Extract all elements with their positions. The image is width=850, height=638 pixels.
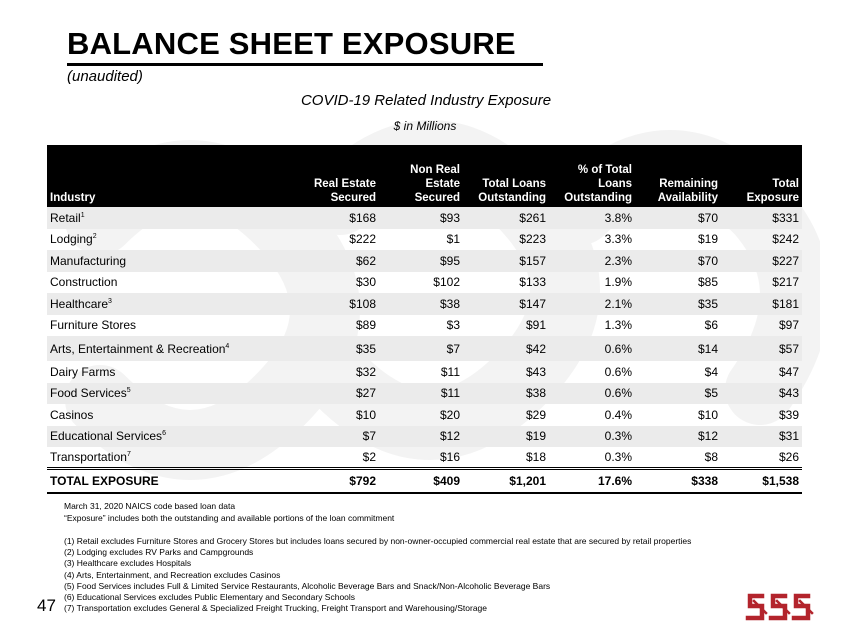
table-row [47, 272, 802, 294]
subtitle: (unaudited) [67, 68, 143, 85]
industry-cell: Food Services$^5$ [50, 386, 131, 401]
total-cell: $31 [778, 429, 799, 444]
industry-cell: Construction [50, 275, 118, 290]
pct-cell: 0.4% [604, 407, 632, 422]
remaining-cell: $70 [697, 210, 718, 225]
title-underline [67, 63, 543, 66]
page-title: BALANCE SHEET EXPOSURE [67, 26, 516, 61]
loans-cell: $18 [463, 447, 549, 469]
total-cell: $181 [772, 296, 799, 311]
table-row [47, 207, 802, 229]
total-loans: $1,201 [463, 469, 549, 494]
notes [64, 501, 394, 524]
note-line: “Exposure” includes both the outstanding and available portions of the loan commitment [64, 512, 395, 523]
footnote-line: (7) Transportation excludes General & Specialized Freight Trucking, Freight Transport and Warehousing/Storage [64, 603, 488, 614]
exposure-table [47, 145, 802, 494]
footnote-marker: 2 [92, 233, 97, 241]
remaining-cell: $10 [697, 407, 718, 422]
loans-cell: $38 [525, 386, 546, 401]
table-row [47, 336, 802, 361]
footnote-line: (1) Retail excludes Furniture Stores and Grocery Stores but includes loans secured by non-owner-occupied commercial real estate that are secured by retail properties [64, 536, 692, 546]
industry-cell: Arts, Entertainment & Recreation$^4$ [50, 341, 230, 356]
total-exposure: $1,538 [721, 469, 802, 494]
table-row [47, 447, 802, 469]
pct-cell: 0.3% [549, 447, 635, 469]
loans-cell: $42 [525, 341, 546, 356]
nonre-cell: $16 [379, 447, 463, 469]
nonre-cell: $1 [446, 232, 460, 247]
loans-cell: $43 [525, 364, 546, 379]
table-title [0, 92, 850, 109]
table-row [47, 315, 802, 337]
nonre-cell: $7 [446, 341, 460, 356]
table-row [47, 293, 802, 315]
remaining-cell: $5 [704, 386, 718, 401]
pct-cell: 0.6% [604, 386, 632, 401]
remaining-cell: $19 [697, 232, 718, 247]
footnote-line: (3) Healthcare excludes Hospitals [64, 558, 192, 569]
re-cell: $2 [279, 447, 379, 469]
col-header-industry: Industry [47, 145, 279, 207]
industry-cell: Dairy Farms [50, 364, 116, 379]
total-cell: $47 [778, 364, 799, 379]
footnote-marker: 7 [126, 451, 131, 458]
total-cell: $97 [778, 318, 799, 333]
pct-cell: 0.6% [604, 364, 632, 379]
table-row [47, 361, 802, 383]
pct-cell: 1.3% [604, 318, 632, 333]
total-remaining: $338 [635, 469, 721, 494]
total-nonre: $409 [379, 469, 463, 494]
total-pct: 17.6% [549, 469, 635, 494]
footnote-marker: 4 [225, 342, 230, 350]
table-title-text: COVID-19 Related Industry Exposure [300, 92, 552, 109]
remaining-cell: $85 [697, 275, 718, 290]
re-cell: $32 [355, 364, 376, 379]
industry-cell: Retail$^1$ [50, 210, 85, 225]
footnote-marker: 1 [80, 211, 85, 219]
table-row [47, 229, 802, 251]
re-cell: $7 [362, 429, 376, 444]
remaining-cell: $70 [697, 253, 718, 268]
pct-cell: 1.9% [604, 275, 632, 290]
footnote-marker: 5 [126, 387, 131, 395]
re-cell: $62 [355, 253, 376, 268]
re-cell: $30 [355, 275, 376, 290]
industry-cell: Furniture Stores [50, 318, 137, 333]
nonre-cell: $102 [433, 275, 460, 290]
remaining-cell: $8 [635, 447, 721, 469]
industry-cell: Healthcare$^3$ [50, 296, 112, 311]
industry-cell: Manufacturing [50, 253, 127, 268]
total-row [47, 469, 802, 494]
nonre-cell: $3 [446, 318, 460, 333]
total-cell: $39 [778, 407, 799, 422]
loans-cell: $157 [519, 253, 546, 268]
loans-cell: $19 [525, 429, 546, 444]
total-cell: $57 [778, 341, 799, 356]
units-label: $ in Millions [393, 119, 457, 133]
nonre-cell: $93 [439, 210, 460, 225]
total-label: TOTAL EXPOSURE [47, 469, 279, 494]
total-cell: $242 [772, 232, 799, 247]
col-header-real-estate-secured: Real Estate Secured [279, 145, 379, 207]
nonre-cell: $12 [439, 429, 460, 444]
total-cell: $217 [772, 275, 799, 290]
re-cell: $35 [355, 341, 376, 356]
remaining-cell: $12 [697, 429, 718, 444]
footnotes [64, 536, 691, 614]
loans-cell: $147 [519, 296, 546, 311]
footnote-line: (2) Lodging excludes RV Parks and Campgrounds [64, 547, 254, 558]
footnote-line: (4) Arts, Entertainment, and Recreation excludes Casinos [64, 569, 281, 580]
footnote-line: (6) Educational Services excludes Public Elementary and Secondary Schools [64, 592, 356, 603]
table-row [47, 426, 802, 448]
remaining-cell: $4 [704, 364, 718, 379]
pct-cell: 2.3% [604, 253, 632, 268]
total-re: $792 [279, 469, 379, 494]
table-header-row [47, 145, 802, 207]
col-header-non-real-estate-secured: Non Real Estate Secured [379, 145, 463, 207]
nonre-cell: $95 [439, 253, 460, 268]
footnote-line: (5) Food Services includes Full & Limited Service Restaurants, Alcoholic Beverage Bars and Snack/Non-Alcoholic Beverage Bars [64, 580, 551, 591]
col-header-total-exposure: Total Exposure [721, 145, 802, 207]
col-header-remaining-availability: Remaining Availability [635, 145, 721, 207]
table-row [47, 383, 802, 405]
table-row [47, 404, 802, 426]
page-number: 47 [37, 596, 56, 615]
industry-cell: Educational Services$^6$ [50, 429, 166, 444]
pct-cell: 3.8% [604, 210, 632, 225]
nonre-cell: $38 [439, 296, 460, 311]
remaining-cell: $35 [697, 296, 718, 311]
total-cell: $43 [778, 386, 799, 401]
re-cell: $27 [355, 386, 376, 401]
table-row [47, 250, 802, 272]
note-line: March 31, 2020 NAICS code based loan data [64, 501, 236, 511]
total-cell: $227 [772, 253, 799, 268]
re-cell: $89 [355, 318, 376, 333]
pct-cell: 2.1% [604, 296, 632, 311]
re-cell: $222 [349, 232, 376, 247]
remaining-cell: $14 [697, 341, 718, 356]
industry-cell: Lodging$^2$ [50, 232, 97, 247]
pct-cell: 3.3% [604, 232, 632, 247]
pct-cell: 0.3% [604, 429, 632, 444]
total-cell: $26 [721, 447, 802, 469]
re-cell: $168 [349, 210, 376, 225]
industry-cell: Casinos [50, 407, 94, 422]
footnote-marker: 6 [162, 430, 166, 438]
total-cell: $331 [772, 210, 799, 225]
footnote-marker: 3 [108, 297, 112, 305]
loans-cell: $29 [525, 407, 546, 422]
remaining-cell: $6 [704, 318, 718, 333]
re-cell: $108 [349, 296, 376, 311]
nonre-cell: $11 [440, 364, 460, 379]
loans-cell: $223 [519, 232, 546, 247]
pct-cell: 0.6% [604, 341, 632, 356]
col-header-total-loans: Total Loans Outstanding [463, 145, 549, 207]
nonre-cell: $20 [439, 407, 460, 422]
nonre-cell: $11 [440, 386, 460, 401]
interlocking-s-logo-icon [744, 590, 818, 624]
re-cell: $10 [355, 407, 376, 422]
loans-cell: $133 [519, 275, 546, 290]
industry-cell: Transportation$^7$ [47, 447, 279, 469]
loans-cell: $91 [525, 318, 546, 333]
col-header-pct-total-loans: % of Total Loans Outstanding [549, 145, 635, 207]
loans-cell: $261 [519, 210, 546, 225]
